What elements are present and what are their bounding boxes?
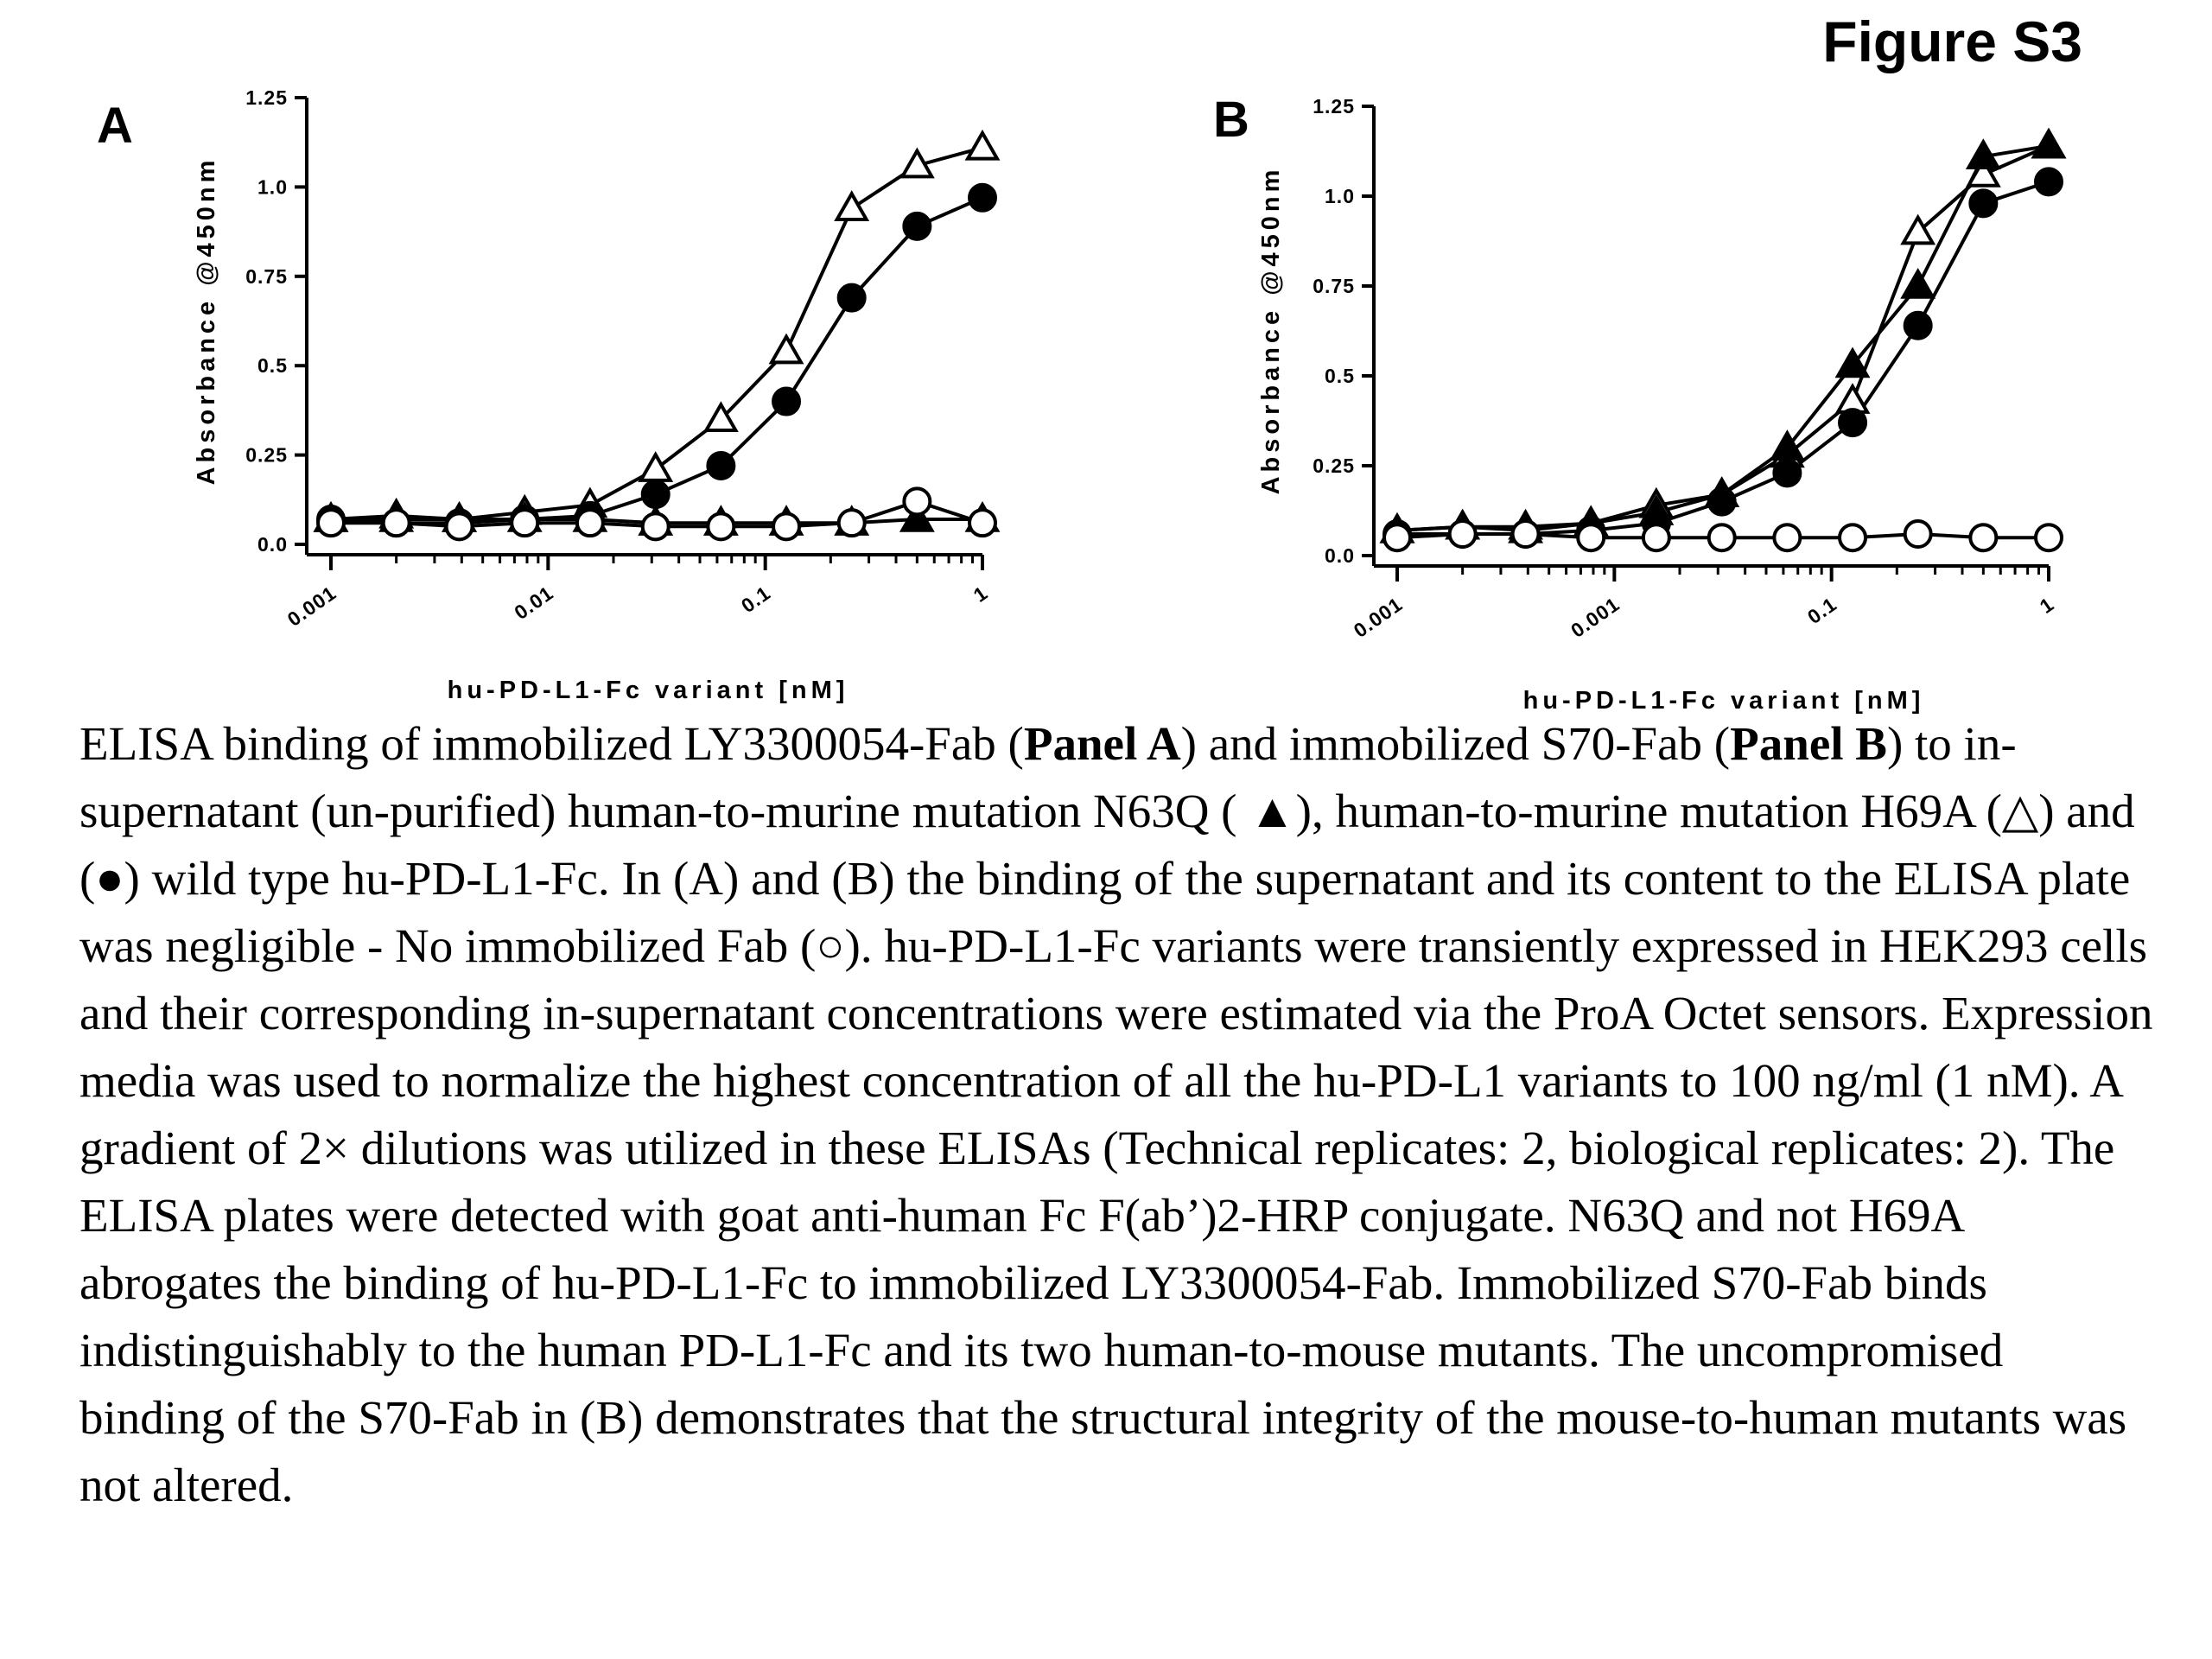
plot-b — [1213, 92, 2063, 715]
panel-label: A — [97, 98, 133, 154]
x-axis-label: hu-PD-L1-Fc variant [nM] — [1522, 687, 1925, 715]
data-point-circle-open — [2036, 524, 2062, 550]
data-point-circle-open — [1643, 524, 1669, 550]
y-axis-label: Absorbance @450nm — [1257, 165, 1285, 495]
x-tick-label: 0.1 — [1802, 592, 1841, 629]
data-point-circle-open — [1774, 524, 1800, 550]
data-point-circle-filled — [1970, 190, 1996, 216]
caption-bold-panel-b: Panel B — [1730, 717, 1887, 770]
data-point-circle-filled — [1774, 460, 1800, 486]
chart-panel-b — [0, 0, 2212, 715]
x-tick-label: 1 — [2035, 592, 2058, 619]
y-tick-label: 0.75 — [245, 264, 288, 288]
data-point-circle-filled — [1905, 313, 1931, 339]
x-tick-label: 0.1 — [736, 581, 775, 618]
data-point-triangle-filled — [2034, 131, 2063, 157]
x-axis-label: hu-PD-L1-Fc variant [nM] — [447, 677, 849, 704]
data-point-triangle-filled — [1904, 271, 1933, 297]
y-tick-label: 0.75 — [1313, 275, 1355, 297]
y-tick-label: 0.0 — [1325, 544, 1355, 567]
y-tick-label: 0.25 — [1313, 454, 1355, 477]
caption-text-1: ELISA binding of immobilized LY3300054-Fab ( — [79, 717, 1024, 770]
data-point-circle-filled — [1840, 410, 1866, 435]
y-tick-label: 1.0 — [257, 175, 288, 199]
caption-bold-panel-a: Panel A — [1023, 717, 1181, 770]
data-point-circle-open — [1384, 524, 1410, 550]
caption-text-2: ) and immobilized S70-Fab ( — [1180, 717, 1731, 770]
x-tick-label: 1 — [969, 581, 992, 607]
data-point-circle-open — [1450, 521, 1476, 547]
x-tick-label: 0.001 — [1567, 592, 1624, 642]
data-point-circle-open — [1905, 521, 1931, 547]
data-point-circle-open — [1578, 524, 1604, 550]
data-point-circle-open — [1709, 524, 1735, 550]
x-tick-label: 0.001 — [1349, 592, 1407, 642]
series-line-triangle-open — [1397, 146, 2049, 531]
panel-label: B — [1213, 92, 1249, 148]
x-tick-label: 0.01 — [510, 581, 558, 625]
y-tick-label: 0.25 — [245, 443, 288, 467]
y-tick-label: 1.25 — [1313, 95, 1355, 118]
data-point-circle-open — [1970, 524, 1996, 550]
data-point-circle-open — [1840, 524, 1866, 550]
y-tick-label: 1.25 — [245, 86, 288, 109]
figure-caption — [79, 710, 2153, 1519]
y-tick-label: 0.5 — [257, 354, 288, 378]
figure-title: Figure S3 — [1822, 10, 2082, 73]
caption-text-3: ) to in-supernatant (un-purified) human-to-murine mutation N63Q ( ▲), human-to-murine mutation H69A (△) and (●) wild type hu-PD-L1-Fc. In (A) and (B) the binding of the supernatant and its content to the ELISA plate was negligible - No immobilized Fab (○). hu-PD-L1-Fc variants were transiently expressed in HEK293 cells and their corresponding in-supernatant concentrations were estimated via the ProA Octet sensors. Expression media was used to normalize the highest concentration of all the hu-PD-L1 variants to 100 ng/ml (1 nM). A gradient of 2× dilutions was utilized in these ELISAs (Technical replicates: 2, biological replicates: 2). The ELISA plates were detected with goat anti-human Fc F(ab’)2-HRP conjugate. N63Q and not H69A abrogates the binding of hu-PD-L1-Fc to immobilized LY3300054-Fab. Immobilized S70-Fab binds indistinguishably to the human PD-L1-Fc and its two human-to-mouse mutants. The uncompromised binding of the S70-Fab in (B) demonstrates that the structural integrity of the mouse-to-human mutants was not altered. — [79, 717, 2153, 1511]
y-tick-label: 0.5 — [1325, 365, 1355, 387]
x-tick-label: 0.001 — [283, 581, 340, 631]
y-tick-label: 1.0 — [1325, 185, 1355, 207]
data-point-circle-filled — [1709, 489, 1735, 515]
data-point-circle-filled — [2036, 168, 2062, 194]
data-point-circle-open — [1513, 521, 1539, 547]
y-axis-label: Absorbance @450nm — [193, 156, 220, 486]
y-tick-label: 0.0 — [257, 533, 288, 556]
